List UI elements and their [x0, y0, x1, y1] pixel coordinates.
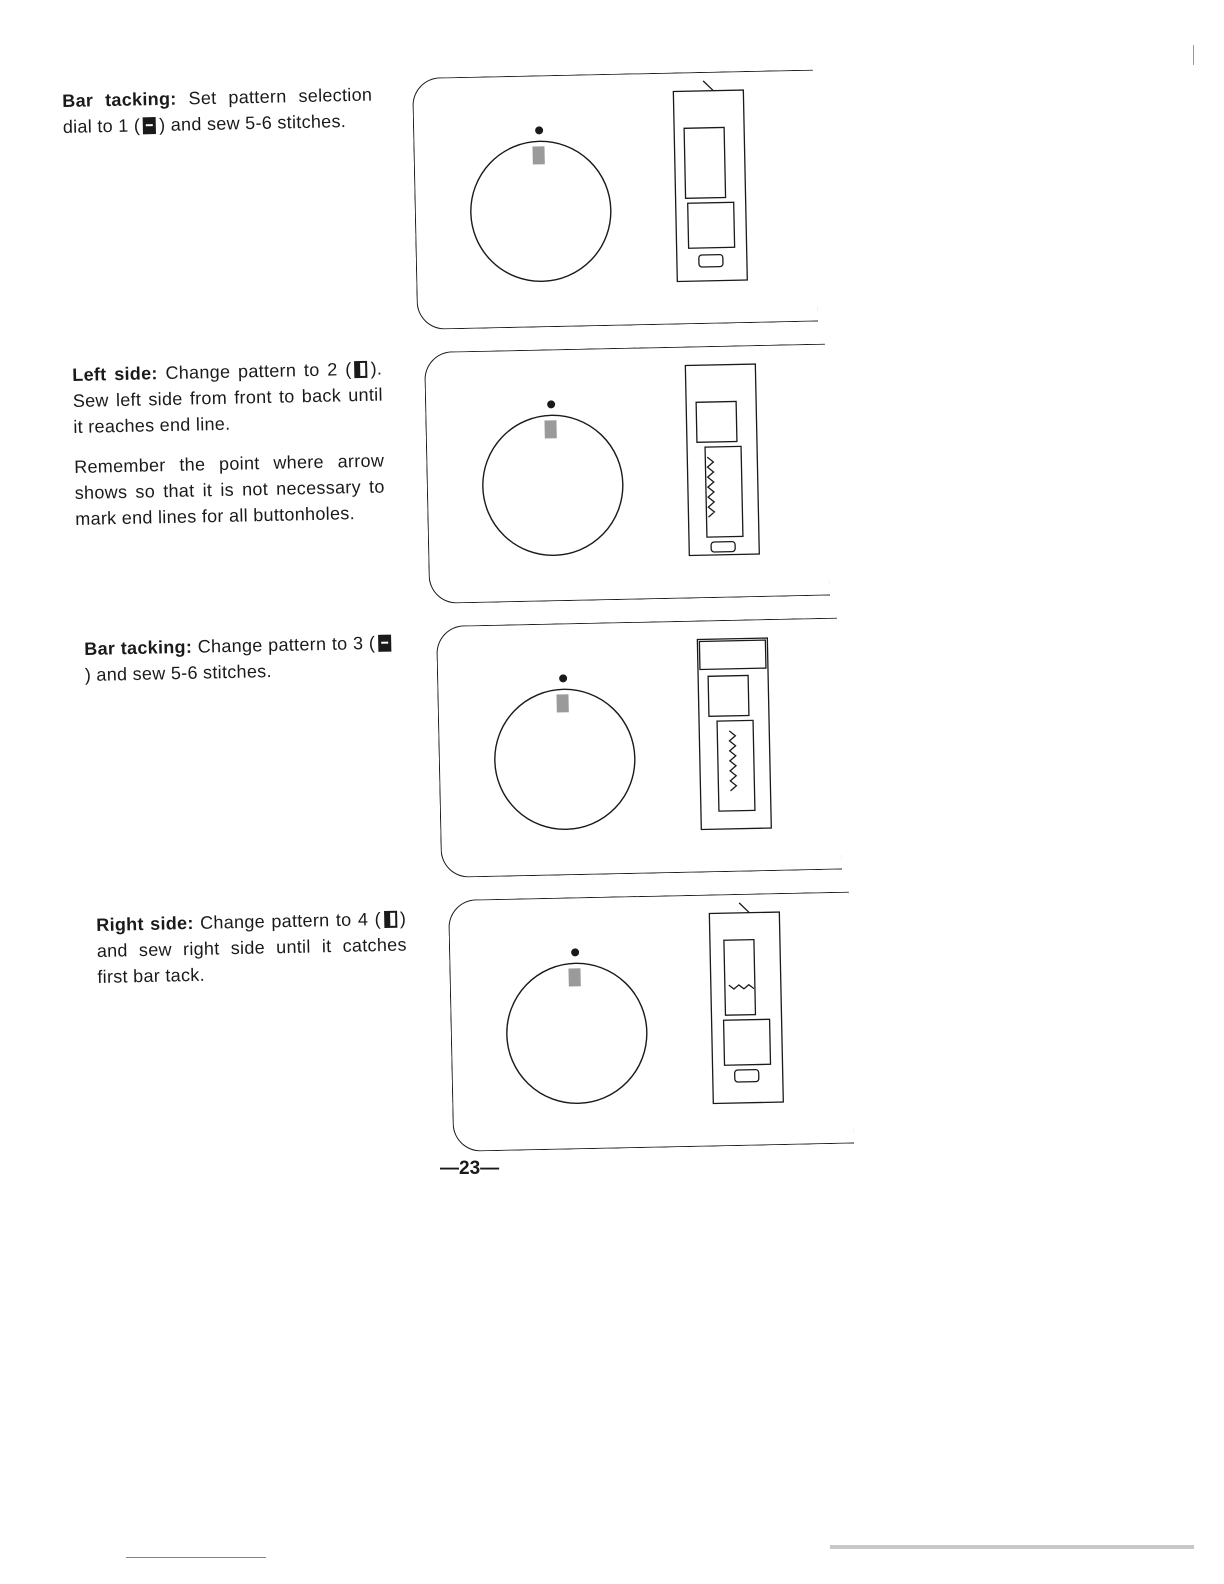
step-instruction: Change pattern to 3 ( — [197, 632, 376, 657]
step-1-paragraph — [62, 82, 373, 140]
step-2-illustration — [425, 345, 830, 603]
step-heading: Left side: — [72, 363, 158, 385]
step-4-paragraph — [96, 906, 408, 990]
step-instruction-end: ). Sew left side from front to back until it reaches end line. — [72, 358, 383, 437]
step-instruction-end: ) and sew right side until it catches first bar tack. — [96, 908, 407, 987]
pattern-4-icon — [384, 911, 397, 928]
pattern-3-icon — [378, 635, 391, 652]
dial-indicator-dot — [571, 948, 579, 956]
buttonhole-foot — [697, 638, 771, 829]
step-2-note — [74, 447, 386, 531]
scan-edge-mark — [126, 1557, 266, 1558]
dial-indicator-dot — [535, 126, 543, 134]
step-heading: Bar tacking: — [62, 88, 177, 111]
dial-indicator-dot — [547, 400, 555, 408]
step-note: Remember the point where arrow shows so that it is not necessary to mark end lines for all buttonholes. — [73, 450, 385, 529]
dial-pattern-mark — [568, 968, 580, 986]
step-4-illustration — [449, 893, 854, 1151]
step-3-illustration — [437, 619, 842, 877]
step-4-text — [96, 906, 408, 1004]
pattern-2-icon — [354, 361, 367, 378]
step-instruction-end: ) and sew 5-6 stitches. — [84, 661, 272, 685]
illustration-panel-1 — [412, 70, 818, 330]
dial-pattern-mark — [544, 420, 556, 438]
step-3-text — [84, 630, 395, 702]
step-1-illustration — [413, 71, 818, 329]
step-1-text — [62, 82, 373, 154]
dial-pattern-mark — [532, 146, 544, 164]
illustration-panel-3 — [436, 618, 842, 878]
step-heading: Right side: — [96, 912, 194, 935]
dial-pattern-mark — [556, 694, 568, 712]
step-3-paragraph — [84, 630, 395, 688]
illustration-panel-2 — [424, 344, 830, 604]
step-instruction-end: ) and sew 5-6 stitches. — [158, 111, 347, 135]
buttonhole-foot — [709, 902, 783, 1103]
scan-edge-mark — [1193, 45, 1194, 65]
illustration-panel-4 — [448, 892, 854, 1152]
step-2-paragraph — [72, 356, 384, 440]
page-number: —23— — [440, 1158, 500, 1179]
pattern-1-icon — [143, 117, 156, 134]
dial-indicator-dot — [559, 674, 567, 682]
step-instruction: Change pattern to 4 ( — [199, 909, 382, 933]
step-heading: Bar tacking: — [84, 636, 193, 659]
buttonhole-foot — [685, 364, 759, 555]
buttonhole-foot — [673, 80, 747, 281]
step-instruction: Set pattern selection dial to 1 ( — [62, 84, 373, 137]
step-instruction: Change pattern to 2 ( — [165, 359, 352, 384]
scan-edge-mark — [830, 1545, 1194, 1549]
step-2-text — [72, 356, 386, 546]
